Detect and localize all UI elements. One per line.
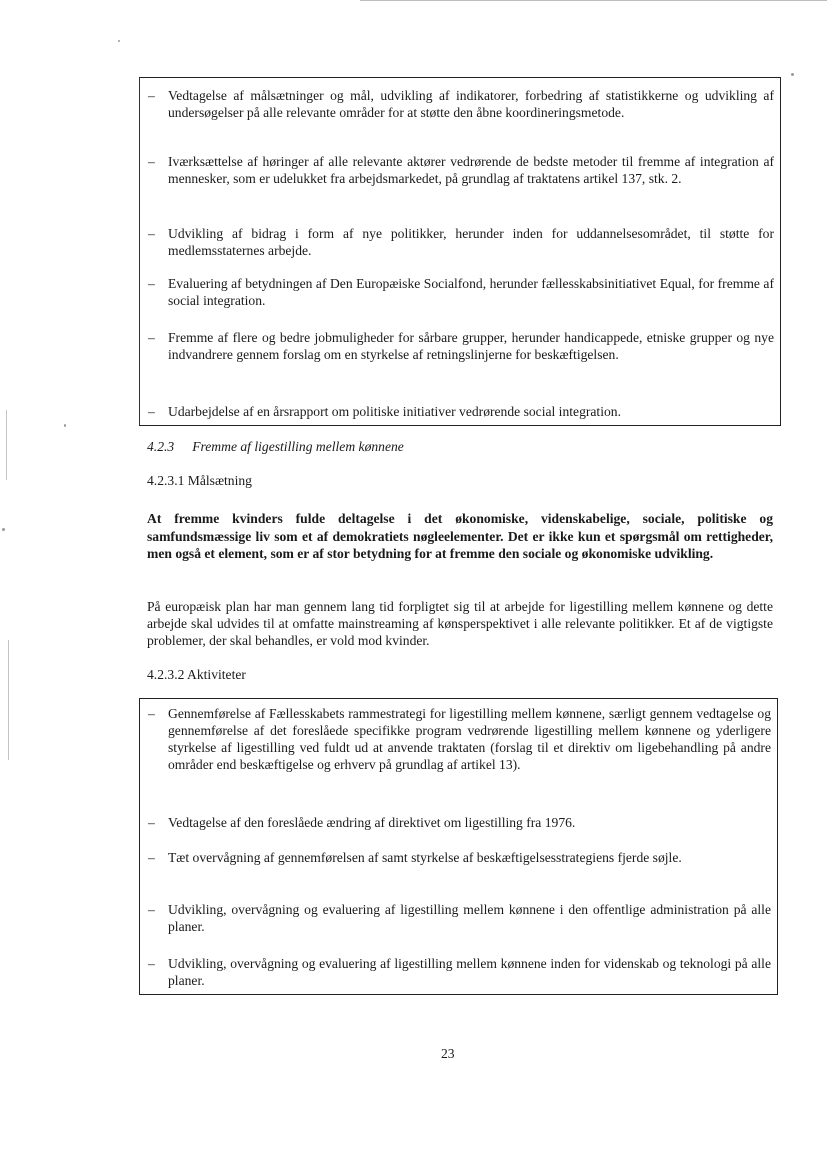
list-dash: –: [148, 154, 155, 169]
section-number: 4.2.3: [147, 439, 175, 454]
scan-margin-mark: [8, 640, 9, 760]
list-dash: –: [148, 226, 155, 241]
list-dash: –: [148, 330, 155, 345]
list-item-text: Evaluering af betydningen af Den Europæiske Socialfond, herunder fællesskabsinitiativet Equal, for fremme af social integration.: [168, 276, 774, 308]
section-heading: [147, 438, 404, 455]
list-dash: –: [148, 815, 155, 830]
list-dash: –: [148, 88, 155, 103]
list-dash: –: [148, 404, 155, 419]
list-item: [148, 849, 771, 866]
list-item: [148, 87, 774, 121]
list-item-text: Fremme af flere og bedre jobmuligheder for sårbare grupper, herunder handicappede, etniske grupper og nye indvandrere gennem forslag om en styrkelse af retningslinjerne for beskæftigelsen.: [168, 330, 774, 362]
list-item-text: Gennemførelse af Fællesskabets rammestrategi for ligestilling mellem kønnene, særligt gennem vedtagelse og gennemførelse af det foreslåede specifikke program vedrørende ligestilling mellem kønnene og yderligere styrkelse af ligestilling ved fuldt ud at anvende traktaten (forslag til et direktiv om ligebehandling på andre områder end beskæftigelse og erhverv på grundlag af artikel 13).: [168, 706, 771, 772]
list-item-text: Iværksættelse af høringer af alle relevante aktører vedrørende de bedste metoder til fremme af integration af mennesker, som er udelukket fra arbejdsmarkedet, på grundlag af traktatens artikel 137, stk. 2.: [168, 154, 774, 186]
body-paragraph: På europæisk plan har man gennem lang tid forpligtet sig til at arbejde for ligestilling mellem kønnene og dette arbejde skal udvides til at omfatte mainstreaming af kønsperspektivet i alle relevante politikker. Et af de vigtigste problemer, der skal behandles, er vold mod kvinder.: [147, 599, 773, 648]
page-number: 23: [441, 1046, 455, 1061]
list-dash: –: [148, 902, 155, 917]
list-item: [148, 955, 771, 989]
scan-speck: [64, 424, 66, 427]
list-item: [148, 275, 774, 309]
list-item: [148, 705, 771, 773]
scan-speck: [2, 528, 5, 531]
list-dash: –: [148, 706, 155, 721]
list-item: [148, 403, 774, 420]
subsection-heading-activities: 4.2.3.2 Aktiviteter: [147, 667, 246, 682]
scan-margin-mark: [6, 410, 7, 480]
list-item-text: Udvikling, overvågning og evaluering af ligestilling mellem kønnene inden for videnskab og teknologi på alle planer.: [168, 956, 771, 988]
list-dash: –: [148, 276, 155, 291]
list-item-text: Udvikling af bidrag i form af nye politikker, herunder inden for uddannelsesområdet, til støtte for medlemsstaternes arbejde.: [168, 226, 774, 258]
list-item-text: Vedtagelse af den foreslåede ændring af direktivet om ligestilling fra 1976.: [168, 815, 576, 830]
list-item-text: Udarbejdelse af en årsrapport om politiske initiativer vedrørende social integration.: [168, 404, 621, 419]
list-item-text: Udvikling, overvågning og evaluering af ligestilling mellem kønnene i den offentlige administration på alle planer.: [168, 902, 771, 934]
objective-statement: At fremme kvinders fulde deltagelse i det økonomiske, videnskabelige, sociale, politiske og samfundsmæssige liv som et af demokratiets nøgleelementer. Det er ikke kun et spørgsmål om rettigheder, men også et element, som er af stor betydning for at fremme den sociale og økonomiske udvikling.: [147, 511, 773, 561]
list-item: [148, 901, 771, 935]
scan-speck: [791, 73, 794, 76]
list-item: [148, 329, 774, 363]
list-item: [148, 225, 774, 259]
list-dash: –: [148, 956, 155, 971]
subsection-heading-objective: 4.2.3.1 Målsætning: [147, 473, 252, 488]
scan-speck: [118, 40, 120, 42]
list-item: [148, 814, 771, 831]
activities-box-gender-equality: [139, 698, 778, 995]
list-dash: –: [148, 850, 155, 865]
list-item-text: Tæt overvågning af gennemførelsen af samt styrkelse af beskæftigelsesstrategiens fjerde søjle.: [168, 850, 682, 865]
list-item: [148, 153, 774, 187]
list-item-text: Vedtagelse af målsætninger og mål, udvikling af indikatorer, forbedring af statistikkerne og udvikling af undersøgelser på alle relevante områder for at støtte den åbne koordineringsmetode.: [168, 88, 774, 120]
activities-box-social-integration: [139, 77, 781, 426]
scan-edge-line: [360, 0, 827, 1]
section-title: Fremme af ligestilling mellem kønnene: [192, 439, 404, 454]
